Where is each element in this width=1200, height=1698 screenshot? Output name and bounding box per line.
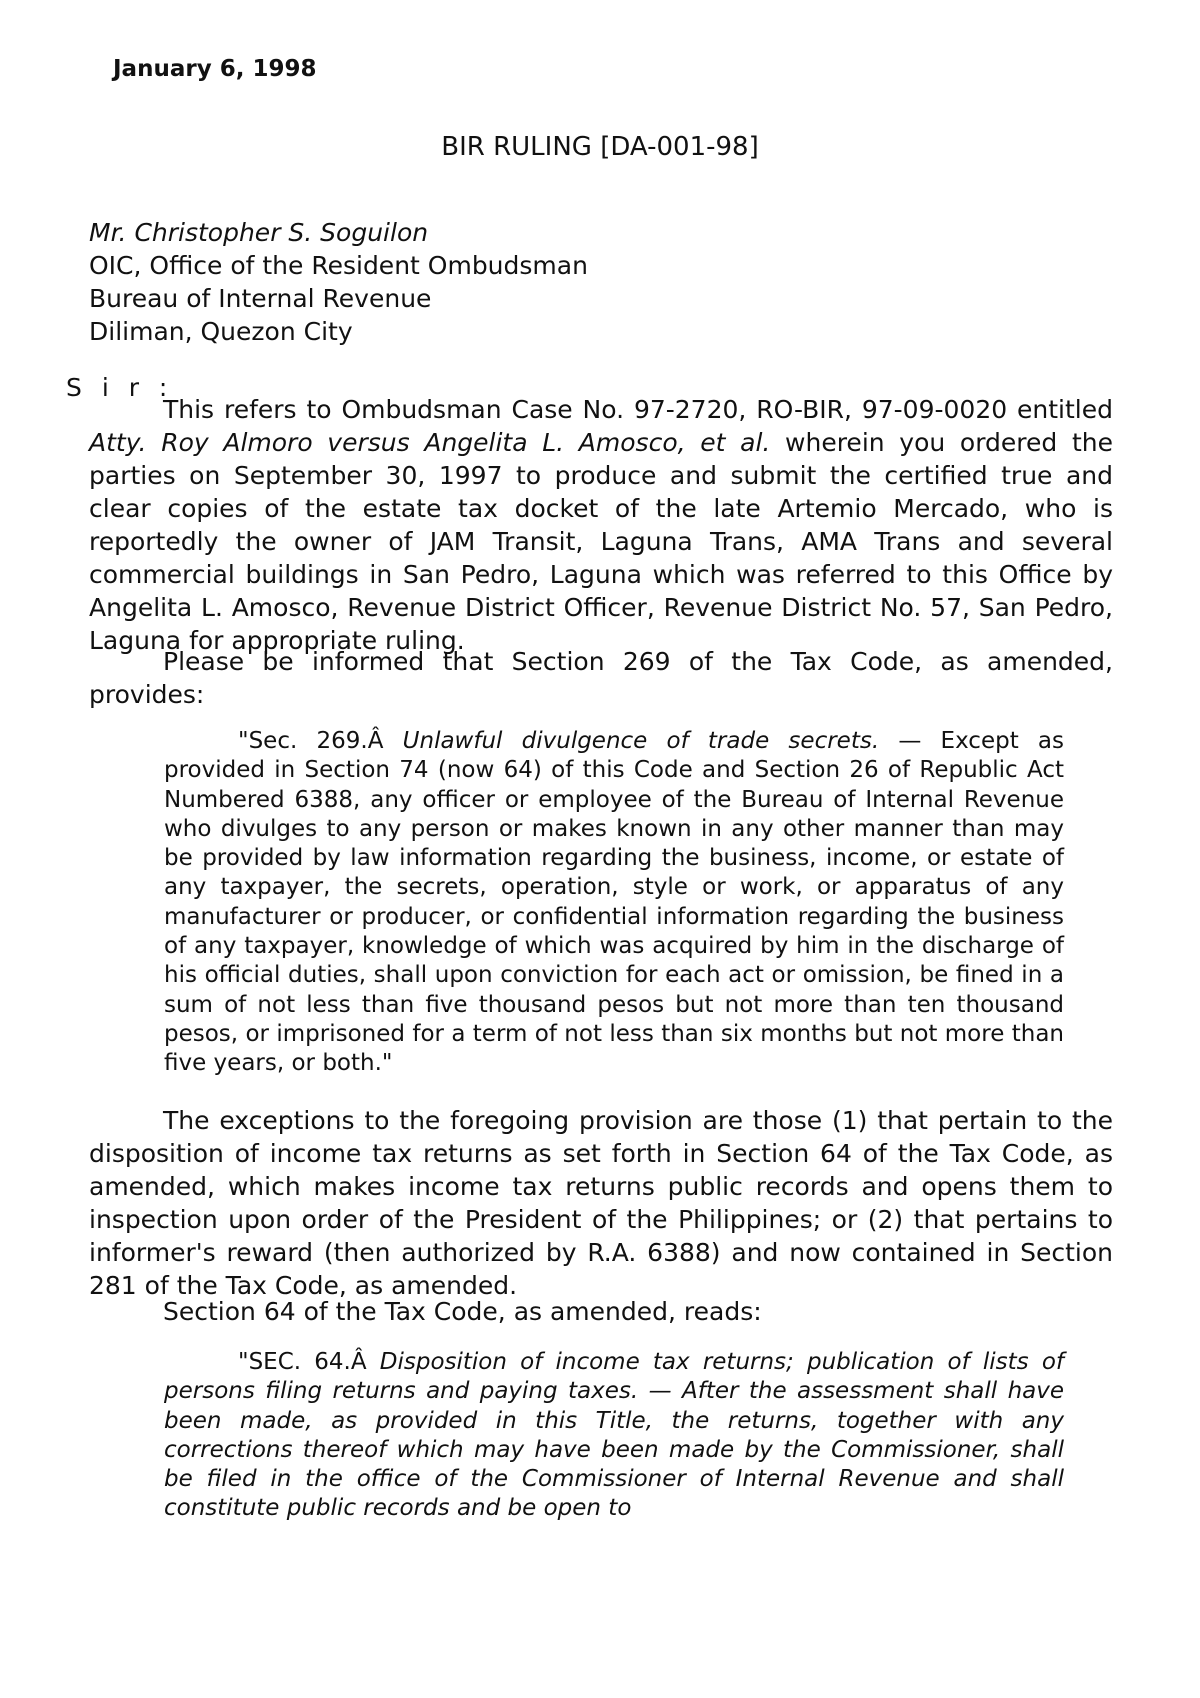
- addressee-name: Mr. Christopher S. Soguilon: [89, 218, 429, 247]
- quote-section-269: [164, 727, 1064, 1079]
- addressee-position: OIC, Office of the Resident Ombudsman: [89, 251, 588, 280]
- case-title: Atty. Roy Almoro versus Angelita L. Amosco, et al.: [89, 428, 771, 457]
- paragraph-reference-text-cont: wherein you ordered the parties on September 30, 1997 to produce and submit the certified true and clear copies of the estate tax docket of the late Artemio Mercado, who is reportedly the owner of JAM Transit, Laguna Trans, AMA Trans and several commercial buildings in San Pedro, Laguna which was referred to this Office by Angelita L. Amosco, Revenue District Officer, Revenue District No. 57, San Pedro, Laguna for appropriate ruling.: [89, 428, 1113, 655]
- addressee-block: [89, 216, 588, 348]
- quote-section-269-lead: "Sec. 269.Â: [238, 728, 403, 754]
- quote-section-269-text: — Except as provided in Section 74 (now 64) of this Code and Section 26 of Republic Act Numbered 6388, any officer or employee of the Bureau of Internal Revenue who divulges to any person or makes known in any other manner than may be provided by law information regarding the business, income, or estate of any taxpayer, the secrets, operation, style or work, or apparatus of any manufacturer or producer, or confidential information regarding the business of any taxpayer, knowledge of which was acquired by him in the discharge of his official duties, shall upon conviction for each act or omission, be fined in a sum of not less than five thousand pesos but not more than ten thousand pesos, or imprisoned for a term of not less than six months but not more than five years, or both.": [164, 728, 1064, 1077]
- paragraph-reference-text: This refers to Ombudsman Case No. 97-2720, RO-BIR, 97-09-0020 entitled: [163, 395, 1113, 424]
- addressee-office: Bureau of Internal Revenue: [89, 284, 432, 313]
- paragraph-exceptions: The exceptions to the foregoing provision are those (1) that pertain to the disposition of income tax returns as set forth in Section 64 of the Tax Code, as amended, which makes income tax returns public records and opens them to inspection upon order of the President of the Philippines; or (2) that pertains to informer's reward (then authorized by R.A. 6388) and now contained in Section 281 of the Tax Code, as amended.: [89, 1106, 1113, 1300]
- paragraph-reference: [89, 393, 1113, 657]
- paragraph-provision-intro: Please be informed that Section 269 of the Tax Code, as amended, provides:: [89, 647, 1113, 709]
- salutation: S i r :: [66, 373, 174, 402]
- quote-section-269-heading: Unlawful divulgence of trade secrets.: [402, 728, 880, 754]
- addressee-location: Diliman, Quezon City: [89, 317, 353, 346]
- quote-section-64: [164, 1348, 1064, 1524]
- quote-section-64-lead: "SEC. 64.Â: [238, 1349, 380, 1375]
- quote-section-64-text: Disposition of income tax returns; publication of lists of persons filing returns and paying taxes. — After the assessment shall have been made, as provided in this Title, the returns, together with any corrections thereof which may have been made by the Commissioner, shall be filed in the office of the Commissioner of Internal Revenue and shall constitute public records and be open to: [164, 1349, 1064, 1522]
- paragraph-section-64-intro: Section 64 of the Tax Code, as amended, reads:: [163, 1297, 762, 1326]
- ruling-title: BIR RULING [DA-001-98]: [441, 132, 759, 162]
- ruling-date: January 6, 1998: [113, 56, 317, 82]
